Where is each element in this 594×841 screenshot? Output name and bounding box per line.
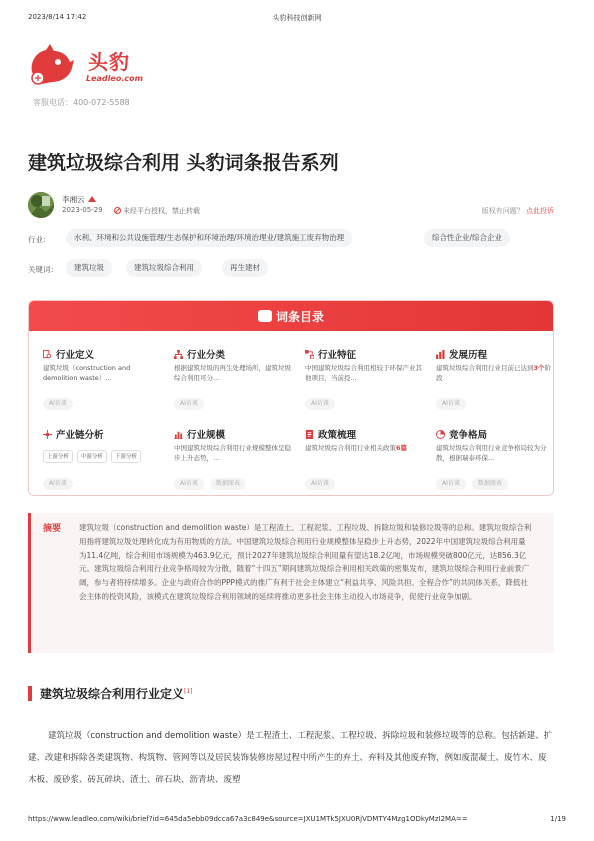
avatar-image-icon xyxy=(28,192,54,218)
keyword-tag[interactable]: 建筑垃圾 xyxy=(66,259,112,277)
page-title: 建筑垃圾综合利用 头豹词条报告系列 xyxy=(28,152,339,174)
toc-item-desc: 建筑垃圾综合利用行业竞争格局较为分散，根据瑞泰环保... xyxy=(436,444,547,462)
print-date: 2023/8/14 17:42 xyxy=(28,13,87,21)
toc-item-desc: 建筑垃圾综合利用行业目前已达到3个阶段 xyxy=(436,364,552,382)
page-number: 1/19 xyxy=(550,815,566,823)
flowchart-icon xyxy=(305,350,314,359)
brand-name-en: Leadleo.com xyxy=(86,74,143,83)
toc-item-features[interactable]: 行业特征 中国建筑垃圾综合利用相较于环保产业其他项目，当前投... AI访谈 xyxy=(305,347,425,402)
chain-icon xyxy=(43,430,52,439)
author-avatar[interactable] xyxy=(28,192,54,218)
reference-link[interactable]: [1] xyxy=(184,688,193,695)
hierarchy-icon xyxy=(174,350,183,359)
leopard-logo-icon xyxy=(28,42,76,86)
page-url: https://www.leadleo.com/wiki/brief?id=645da5ebb09dcca67a3c849e&source=JXU1MTk5JXU0RjVDMTY4Mzg1ODkyMzI2MA== xyxy=(28,815,468,823)
industry-tag[interactable]: 综合性企业/综合企业 xyxy=(424,229,510,247)
toc-item-desc: 根据建筑垃圾的再生处理场所，建筑垃圾综合利用可分... xyxy=(174,364,291,382)
toc-item-value-chain[interactable]: 产业链分析 上游分析 中游分析 下游分析 AI访谈 xyxy=(43,427,163,482)
ai-interview-pill[interactable]: AI访谈 xyxy=(305,398,335,410)
section-title: 建筑垃圾综合利用行业定义 xyxy=(40,687,185,701)
print-footer xyxy=(28,815,566,827)
industry-row xyxy=(28,229,554,249)
author-badge-icon xyxy=(88,196,96,202)
repost-notice: 未经平台授权，禁止转载 xyxy=(114,206,200,216)
toc-title: 词条目录 xyxy=(275,310,324,324)
summary-label: 摘要 xyxy=(43,524,62,534)
toc-item-desc: 中国建筑垃圾综合利用相较于环保产业其他项目，当前投... xyxy=(305,364,422,382)
toc-item-policy[interactable]: 政策梳理 建筑垃圾综合利用行业相关政策6篇 AI访谈 xyxy=(305,427,425,482)
data-chart-pill[interactable]: 数据图表 xyxy=(210,478,246,490)
summary-text: 建筑垃圾（construction and demolition waste）是工程渣土、工程泥浆、工程垃圾、拆除垃圾和装修垃圾等的总称。建筑垃圾综合利用指将建筑垃圾处理转化成为有用物质的方法。中国建筑垃圾综合利用行业规模整体呈稳步上升态势，2022年中国建筑垃圾综合利用量为11.4亿吨，综合利用市场规模为463.9亿元，预计2027年建筑垃圾综合利用量有望达18.2亿吨，市场规模突破800亿元，达856.3亿元。建筑垃圾综合利用行业竞争格局较为分散，随着“十四五”期间建筑垃圾综合利用相关政策的密集发布，建筑垃圾综合利用行业前景广阔，参与者将持续增多。企业与政府合作的PPP模式的推广有利于社会主体建立“利益共享、风险共担、全程合作”的共同体关系，降低社会主体的投资风险，该模式在建筑垃圾综合利用领域的延续将推动更多社会主体主动投入市场竞争，促使行业竞争加剧。 xyxy=(79,523,532,601)
toc-item-desc: 中国建筑垃圾综合利用行业规模整体呈稳步上升态势，... xyxy=(174,444,291,462)
ai-interview-pill[interactable]: AI访谈 xyxy=(436,398,466,410)
bar-timeline-icon xyxy=(436,350,445,359)
toc-panel xyxy=(28,300,554,496)
summary-box xyxy=(28,513,554,653)
document-icon xyxy=(305,430,314,439)
prohibited-icon xyxy=(114,207,121,214)
keyword-tag[interactable]: 建筑垃圾综合利用 xyxy=(126,259,202,277)
industry-tag[interactable]: 水利、环境和公共设施管理/生态保护和环境治理/环境治理业/建筑施工废弃物治理 xyxy=(66,229,352,247)
ai-interview-pill[interactable]: AI访谈 xyxy=(305,478,335,490)
keywords-label: 关键词： xyxy=(28,265,58,274)
data-chart-pill[interactable]: 数据图表 xyxy=(472,478,508,490)
pie-chart-icon xyxy=(436,430,445,439)
ai-interview-pill[interactable]: AI访谈 xyxy=(43,398,73,410)
brand-logo[interactable] xyxy=(28,42,148,94)
toc-item-competition[interactable]: 竞争格局 建筑垃圾综合利用行业竞争格局较为分散，根据瑞泰环保... AI访谈 数据图表 xyxy=(436,427,554,482)
leopard-icon xyxy=(258,310,272,322)
ai-interview-pill[interactable]: AI访谈 xyxy=(43,478,73,490)
brand-name-cn: 头豹 xyxy=(88,50,130,74)
ai-interview-pill[interactable]: AI访谈 xyxy=(174,478,204,490)
service-phone: 客服电话：400-072-5588 xyxy=(33,98,130,107)
section-accent-bar xyxy=(28,686,32,701)
report-link[interactable]: 点此投诉 xyxy=(526,207,554,215)
body-paragraph: 建筑垃圾（construction and demolition waste）是工程渣土、工程泥浆、工程垃圾、拆除垃圾和装修垃圾等的总称。包括新建、扩建、改建和拆除各类建筑物、构筑物、管网等以及居民装饰装修房屋过程中所产生的弃土、弃料及其他废弃物，例如废混凝土、废竹木、废木板、废砂浆、砖瓦碎块、渣土、碎石块、沥青块、废塑 xyxy=(28,731,553,785)
keyword-tag[interactable]: 再生建材 xyxy=(222,259,268,277)
toc-item-desc: 建筑垃圾综合利用行业相关政策6篇 xyxy=(305,444,408,452)
toc-item-desc: 建筑垃圾（construction and demolition waste）... xyxy=(43,364,131,382)
midstream-pill[interactable]: 中游分析 xyxy=(77,450,107,463)
downstream-pill[interactable]: 下游分析 xyxy=(111,450,141,463)
upstream-pill[interactable]: 上游分析 xyxy=(43,450,73,463)
ai-interview-pill[interactable]: AI访谈 xyxy=(436,478,466,490)
publish-date: 2023-05-29 xyxy=(62,206,103,214)
copyright-notice: 版权有问题？ 点此投诉 xyxy=(481,207,554,215)
search-doc-icon xyxy=(43,350,52,359)
industry-label: 行业： xyxy=(28,235,51,244)
toc-item-classification[interactable]: 行业分类 根据建筑垃圾的再生处理场所，建筑垃圾综合利用可分... AI访谈 xyxy=(174,347,294,402)
ai-interview-pill[interactable]: AI访谈 xyxy=(174,398,204,410)
print-header xyxy=(28,13,566,25)
toc-header xyxy=(29,301,553,331)
author-row xyxy=(28,192,554,220)
toc-item-history[interactable]: 发展历程 建筑垃圾综合利用行业目前已达到3个阶段 AI访谈 xyxy=(436,347,554,402)
toc-item-market-size[interactable]: 行业规模 中国建筑垃圾综合利用行业规模整体呈稳步上升态势，... AI访谈 数据图表 xyxy=(174,427,294,482)
keywords-row xyxy=(28,259,554,279)
toc-item-definition[interactable]: 行业定义 建筑垃圾（construction and demolition waste）... AI访谈 xyxy=(43,347,163,402)
print-site-name: 头豹科技创新网 xyxy=(272,14,322,22)
bar-chart-icon xyxy=(174,430,183,439)
author-name[interactable]: 李湘云 xyxy=(62,194,96,205)
